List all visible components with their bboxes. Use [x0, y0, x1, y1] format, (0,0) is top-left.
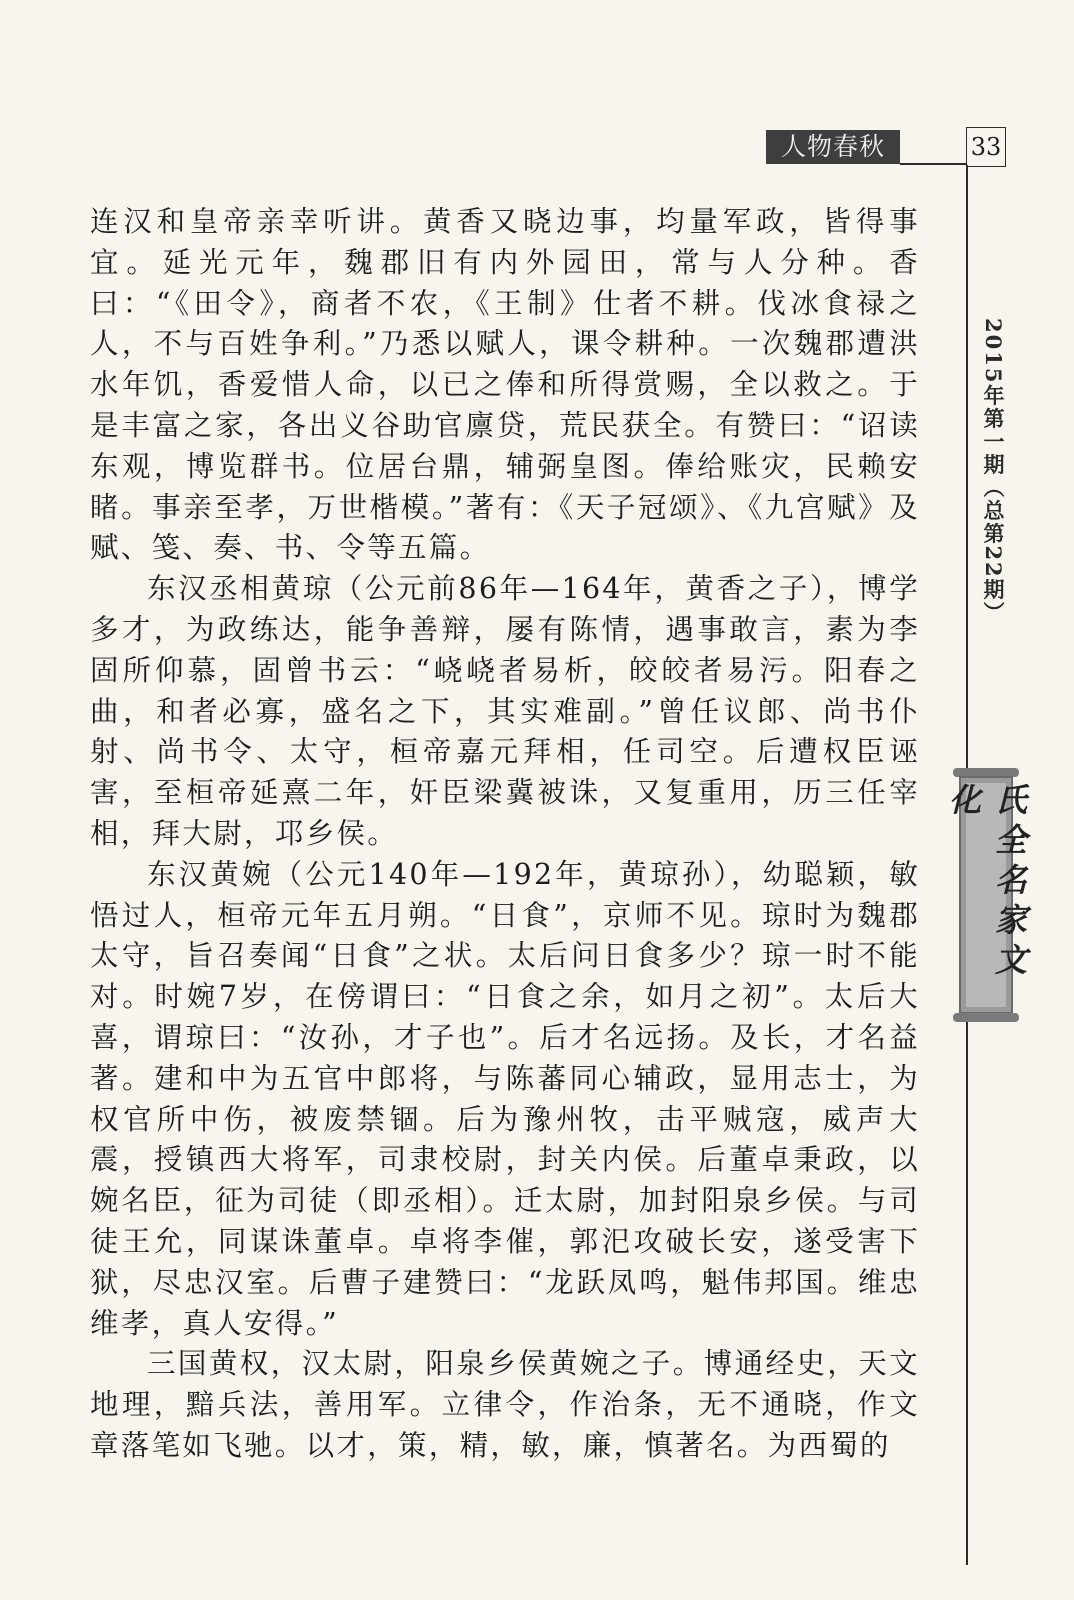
paragraph-4: 三国黄权，汉太尉，阳泉乡侯黄婉之子。博通经史，天文地理，黯兵法，善用军。立律令，作治条，无不通晓，作文章落笔如飞驰。以才，策，精，敏，廉，慎著名。为西蜀的 [90, 1347, 920, 1462]
paragraph-3: 东汉黄婉（公元140年—192年，黄琼孙），幼聪颖，敏悟过人，桓帝元年五月朔。“日食”，京师不见。琼时为魏郡太守，旨召奏闻“日食”之状。太后问日食多少？琼一时不能对。时婉7岁，在傍谓曰：“日食之余，如月之初”。太后大喜，谓琼曰：“汝孙，才子也”。后才名远扬。及长，才名益著。建和中为五官中郎将，与陈蕃同心辅政，显用志士，为权官所中伤，被废禁锢。后为豫州牧，击平贼寇，威声大震，授镇西大将军，司隶校尉，封关内侯。后董卓秉政，以婉名臣，征为司徒（即丞相）。迁太尉，加封阳泉乡侯。与司徒王允，同谋诛董卓。卓将李催，郭汜攻破长安，遂受害下狱，尽忠汉室。后曹子建赞曰：“龙跃凤鸣，魁伟邦国。维忠维孝，真人安得。” [90, 857, 920, 1340]
scroll-label: 氏全名家文化 [944, 783, 1028, 983]
scroll-emblem [944, 768, 1028, 1022]
page-number: 33 [966, 127, 1006, 167]
section-title: 人物春秋 [766, 130, 900, 164]
scroll-panel [944, 776, 1028, 1014]
paragraph-1: 连汉和皇帝亲幸听讲。黄香又晓边事，均量军政，皆得事宜。延光元年，魏郡旧有内外园田，常与人分种。香曰：“《田令》，商者不农，《王制》仕者不耕。伐冰食禄之人，不与百姓争利。”乃悉以赋人，课令耕种。一次魏郡遭洪水年饥，香爱惜人命，以已之俸和所得赏赐，全以救之。于是丰富之家，各出义谷助官廪贷，荒民获全。有赞曰：“诏读东观，博览群书。位居台鼎，辅弼皇图。俸给账灾，民赖安睹。事亲至孝，万世楷模。”著有：《天子冠颂》、《九宫赋》及赋、笺、奏、书、令等五篇。 [90, 205, 920, 565]
paragraph-2: 东汉丞相黄琼（公元前86年—164年，黄香之子），博学多才，为政练达，能争善辩，屡有陈情，遇事敢言，素为李固所仰慕，固曾书云：“峣峣者易析，皎皎者易污。阳春之曲，和者必寡，盛名之下，其实难副。”曾任议郎、尚书仆射、尚书令、太守，桓帝嘉元拜相，任司空。后遭权臣诬害，至桓帝延熹二年，奸臣梁冀被诛，又复重用，历三任宰相，拜大尉，邛乡侯。 [90, 572, 920, 850]
article-body [90, 202, 920, 1467]
issue-label: 2015年第一期（总第22期） [981, 318, 1006, 625]
scroll-bottom-roller [953, 1013, 1019, 1022]
header-rule [900, 163, 970, 165]
